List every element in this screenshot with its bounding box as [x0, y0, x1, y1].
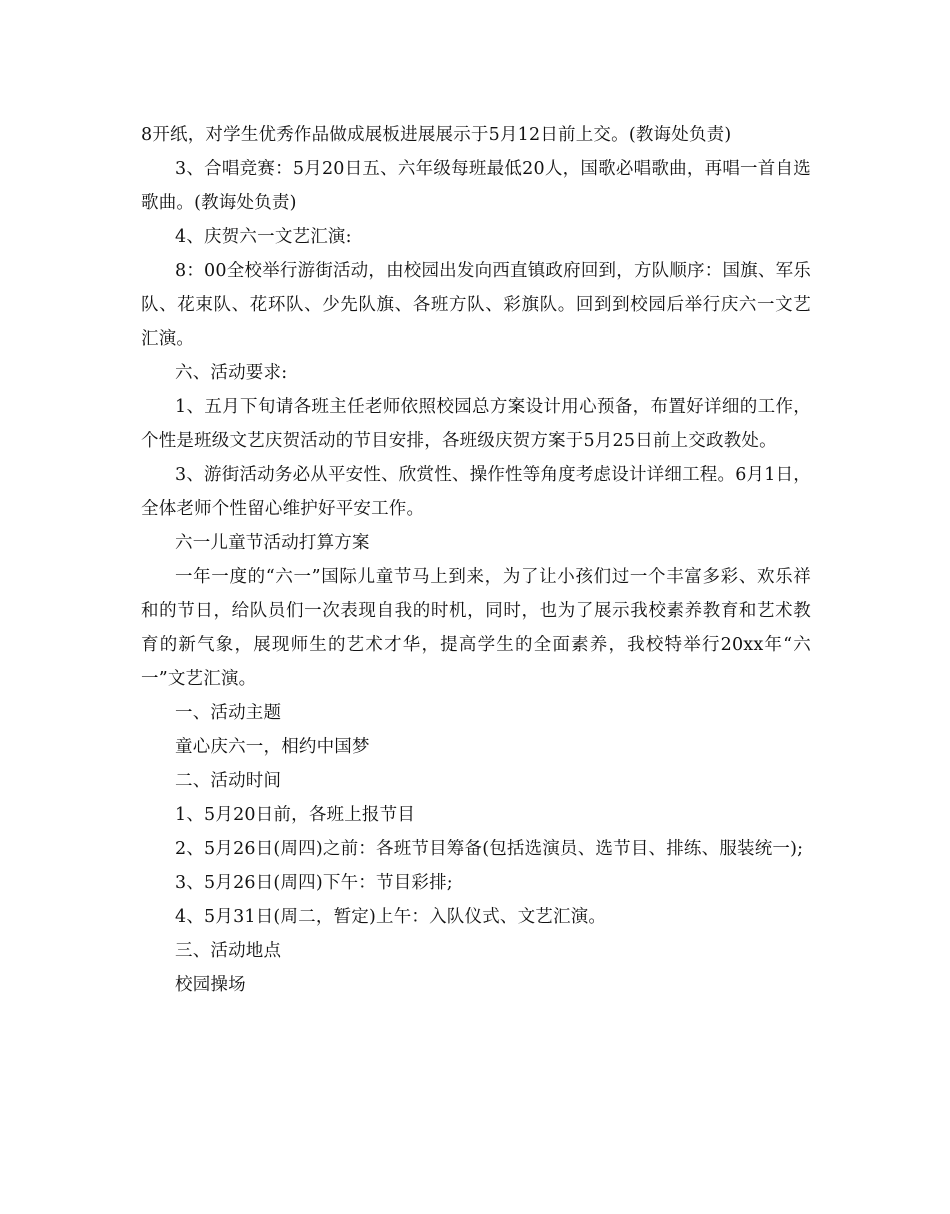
section-heading: 六、活动要求:: [175, 363, 288, 383]
paragraph: 1、五月下旬请各班主任老师依照校园总方案设计用心预备，布置好详细的工作，个性是班级文艺庆贺活动的节目安排，各班级庆贺方案于5月25日前上交政教处。: [141, 397, 811, 451]
section-heading: 三、活动地点: [175, 941, 282, 961]
paragraph: 一年一度的“六一”国际儿童节马上到来，为了让小孩们过一个丰富多彩、欢乐祥和的节日，给队员们一次表现自我的时机，同时，也为了展示我校素养教育和艺术教育的新气象，展现师生的艺术才华，提高学生的全面素养，我校特举行20xx年“六一”文艺汇演。: [141, 567, 811, 689]
paragraph: 3、游街活动务必从平安性、欣赏性、操作性等角度考虑设计详细工程。6月1日，全体老师个性留心维护好平安工作。: [141, 465, 811, 519]
list-item: 2、5月26日(周四)之前：各班节目筹备(包括选演员、选节目、排练、服装统一);: [175, 839, 804, 859]
section-heading: 二、活动时间: [175, 771, 282, 791]
paragraph: 8开纸，对学生优秀作品做成展板进展展示于5月12日前上交。(教诲处负责): [141, 125, 732, 145]
document-subtitle: 六一儿童节活动打算方案: [175, 533, 370, 553]
list-item: 3、5月26日(周四)下午：节目彩排;: [175, 873, 453, 893]
paragraph: 4、庆贺六一文艺汇演:: [175, 227, 352, 247]
list-item: 1、5月20日前，各班上报节目: [175, 805, 416, 825]
paragraph: 8：00全校举行游街活动，由校园出发向西直镇政府回到，方队顺序：国旗、军乐队、花束队、花环队、少先队旗、各班方队、彩旗队。回到到校园后举行庆六一文艺汇演。: [141, 261, 811, 349]
section-heading: 一、活动主题: [175, 703, 282, 723]
paragraph: 童心庆六一，相约中国梦: [175, 737, 370, 757]
document-body: [141, 118, 811, 1002]
paragraph: 3、合唱竞赛：5月20日五、六年级每班最低20人，国歌必唱歌曲，再唱一首自选歌曲。(教诲处负责): [141, 159, 811, 213]
list-item: 4、5月31日(周二，暂定)上午：入队仪式、文艺汇演。: [175, 907, 607, 927]
paragraph: 校园操场: [175, 975, 246, 995]
